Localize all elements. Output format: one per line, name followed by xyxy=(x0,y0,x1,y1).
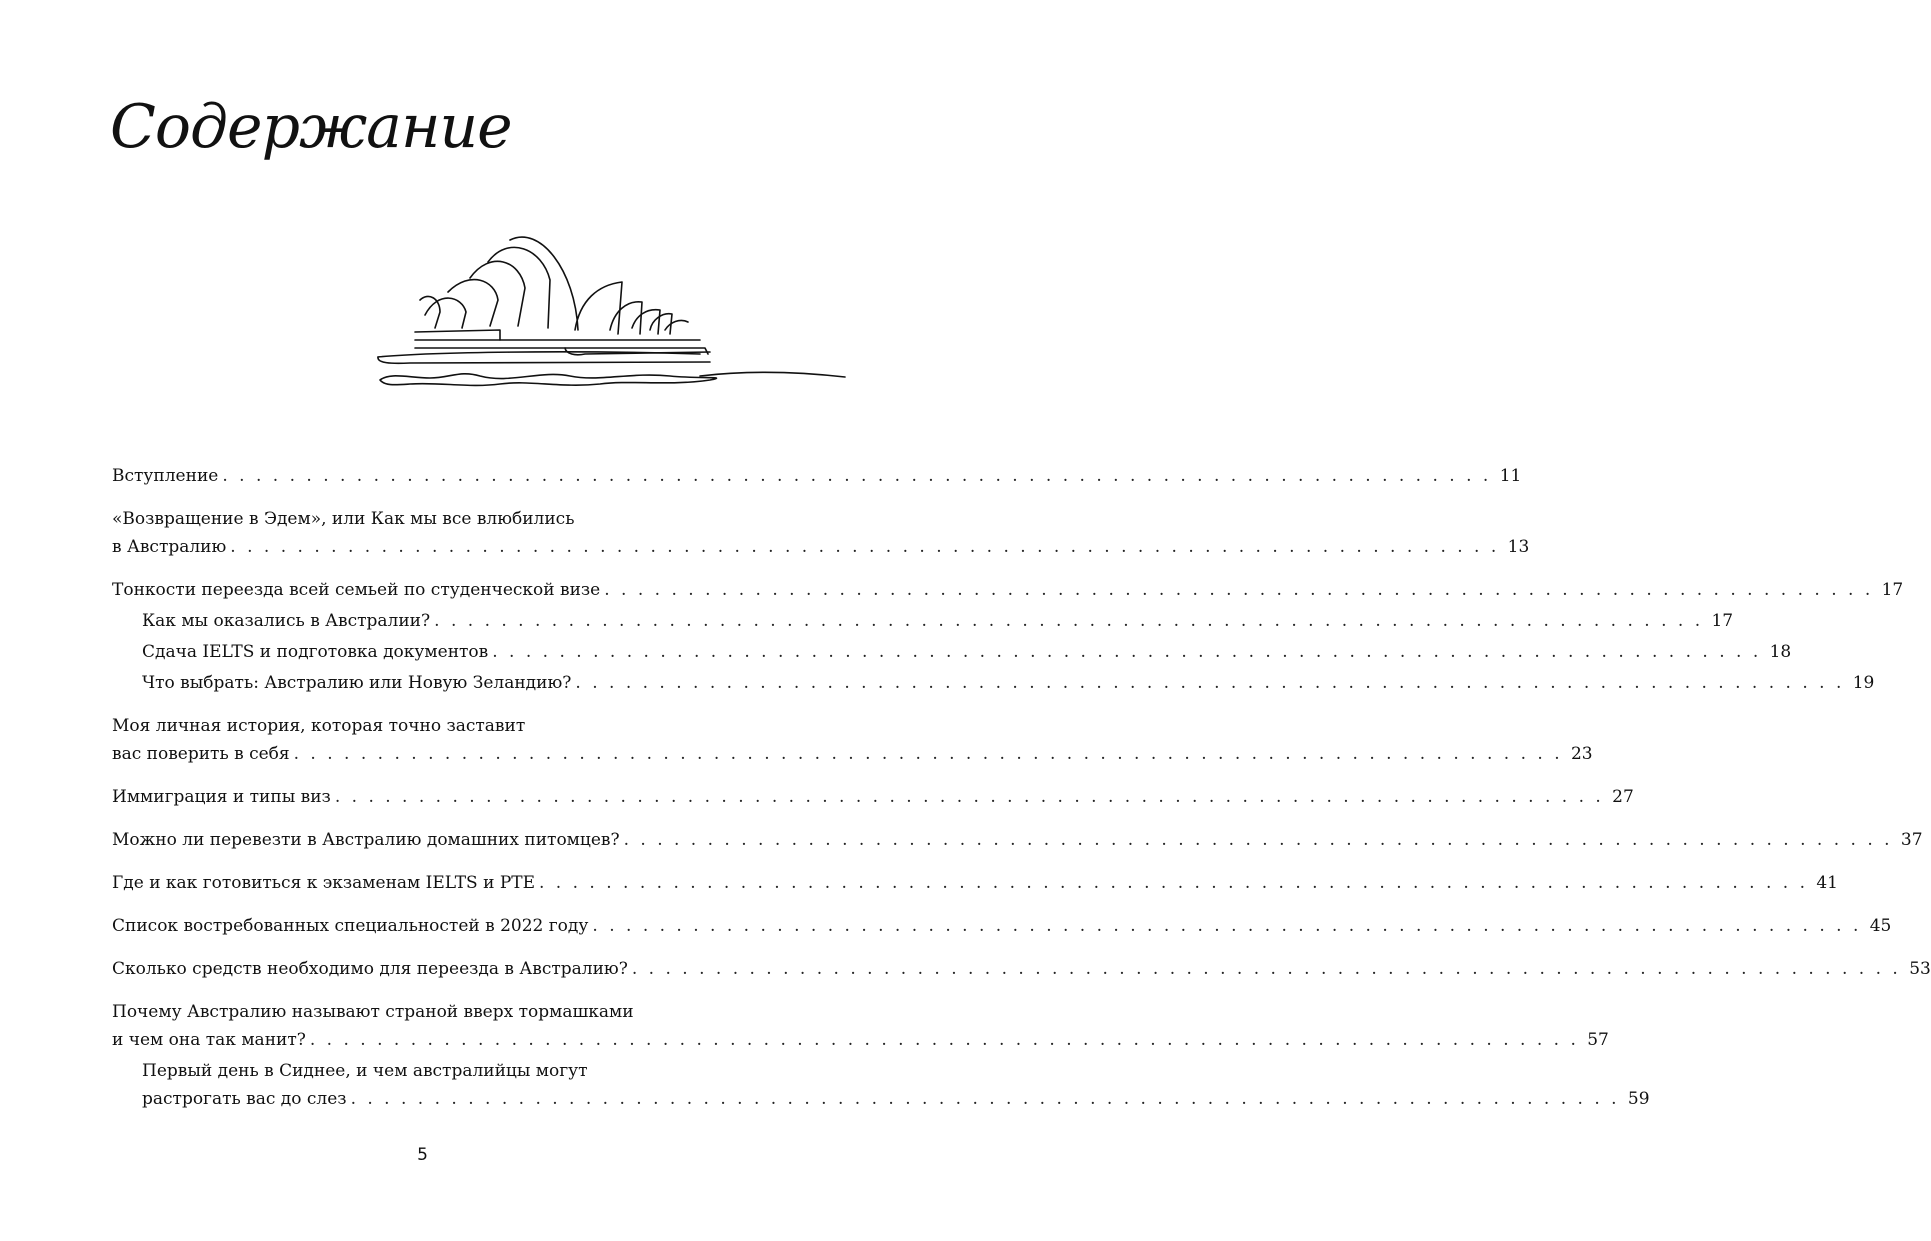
toc-entry-title: Как мы оказались в Австралии? xyxy=(142,611,431,631)
dot-leader: . . . . . . . . . . . . . . . . . . . . . . . . . . . . . . . . . . . . . . . . . . . . . . . . . . . . . . . . . . . . . . . . . . . . . . . . . . . . xyxy=(575,673,1845,693)
toc-entry-page: 57 xyxy=(1587,1030,1609,1050)
dot-leader: . . . . . . . . . . . . . . . . . . . . . . . . . . . . . . . . . . . . . . . . . . . . . . . . . . . . . . . . . . . . . . . . . . . . . . . . . . . . xyxy=(623,830,1893,850)
toc-entry[interactable] xyxy=(112,912,1892,940)
toc-entry-page: 18 xyxy=(1769,642,1792,662)
toc-entry-page: 13 xyxy=(1507,537,1530,557)
toc-entry-page: 41 xyxy=(1816,873,1838,893)
toc-subentry[interactable] xyxy=(112,607,1734,635)
toc-entry-title-line: «Возвращение в Эдем», или Как мы все влюбились xyxy=(112,509,575,529)
dot-leader: . . . . . . . . . . . . . . . . . . . . . . . . . . . . . . . . . . . . . . . . . . . . . . . . . . . . . . . . . . . . . . . . . . . . . . . . . . . . xyxy=(309,1030,1579,1050)
toc-entry-title: Сдача IELTS и подготовка документов xyxy=(142,642,489,662)
toc-entry[interactable] xyxy=(112,783,1634,811)
toc-subentry[interactable] xyxy=(112,638,1792,666)
toc-entry[interactable] xyxy=(112,869,1838,897)
toc-entry[interactable] xyxy=(112,576,1904,604)
toc-entry-title: Что выбрать: Австралию или Новую Зеландию? xyxy=(142,673,572,693)
toc-entry-title-line: Первый день в Сиднее, и чем австралийцы могут xyxy=(142,1061,588,1081)
toc-entry[interactable] xyxy=(112,712,1593,768)
toc-entry-title: Сколько средств необходимо для переезда в Австралию? xyxy=(112,959,628,979)
toc-entry-title: вас поверить в себя xyxy=(112,744,290,764)
toc-entry-title: и чем она так манит? xyxy=(112,1030,306,1050)
toc-entry-page: 23 xyxy=(1570,744,1593,764)
dot-leader: . . . . . . . . . . . . . . . . . . . . . . . . . . . . . . . . . . . . . . . . . . . . . . . . . . . . . . . . . . . . . . . . . . . . . . . . . . . . xyxy=(631,959,1901,979)
toc-entry[interactable] xyxy=(112,505,1530,561)
toc-entry-title: Можно ли перевезти в Австралию домашних питомцев? xyxy=(112,830,620,850)
toc-entry-page: 27 xyxy=(1612,787,1634,807)
toc-entry-page: 17 xyxy=(1711,611,1734,631)
dot-leader: . . . . . . . . . . . . . . . . . . . . . . . . . . . . . . . . . . . . . . . . . . . . . . . . . . . . . . . . . . . . . . . . . . . . . . . . . . . . xyxy=(230,537,1500,557)
toc-entry-title: растрогать вас до слез xyxy=(142,1089,347,1109)
toc-entry-page: 11 xyxy=(1499,466,1522,486)
dot-leader: . . . . . . . . . . . . . . . . . . . . . . . . . . . . . . . . . . . . . . . . . . . . . . . . . . . . . . . . . . . . . . . . . . . . . . . . . . . . xyxy=(492,642,1762,662)
dot-leader: . . . . . . . . . . . . . . . . . . . . . . . . . . . . . . . . . . . . . . . . . . . . . . . . . . . . . . . . . . . . . . . . . . . . . . . . . . . . xyxy=(539,873,1808,893)
toc-entry-page: 37 xyxy=(1900,830,1923,850)
toc-entry-title: Иммиграция и типы виз xyxy=(112,787,331,807)
toc-entry-title-line: Почему Австралию называют страной вверх тормашками xyxy=(112,1002,634,1022)
dot-leader: . . . . . . . . . . . . . . . . . . . . . . . . . . . . . . . . . . . . . . . . . . . . . . . . . . . . . . . . . . . . . . . . . . . . . . . . . . . . xyxy=(434,611,1704,631)
dot-leader: . . . . . . . . . . . . . . . . . . . . . . . . . . . . . . . . . . . . . . . . . . . . . . . . . . . . . . . . . . . . . . . . . . . . . . . . . . . . xyxy=(350,1089,1620,1109)
dot-leader: . . . . . . . . . . . . . . . . . . . . . . . . . . . . . . . . . . . . . . . . . . . . . . . . . . . . . . . . . . . . . . . . . . . . . . . . . . . . xyxy=(592,916,1862,936)
toc-entry[interactable] xyxy=(112,998,1609,1054)
dot-leader: . . . . . . . . . . . . . . . . . . . . . . . . . . . . . . . . . . . . . . . . . . . . . . . . . . . . . . . . . . . . . . . . . . . . . . . . . . . . xyxy=(222,466,1492,486)
table-of-contents xyxy=(112,462,1931,1113)
page-number: 5 xyxy=(417,1145,428,1165)
toc-entry-title: Тонкости переезда всей семьей по студенческой визе xyxy=(112,580,601,600)
toc-entry-page: 17 xyxy=(1881,580,1904,600)
toc-entry[interactable] xyxy=(112,826,1923,854)
toc-entry-title: в Австралию xyxy=(112,537,227,557)
dot-leader: . . . . . . . . . . . . . . . . . . . . . . . . . . . . . . . . . . . . . . . . . . . . . . . . . . . . . . . . . . . . . . . . . . . . . . . . . . . . xyxy=(604,580,1874,600)
toc-entry-page: 45 xyxy=(1869,916,1892,936)
toc-subentry[interactable] xyxy=(112,669,1875,697)
toc-entry-title: Список востребованных специальностей в 2022 году xyxy=(112,916,589,936)
toc-entry-page: 59 xyxy=(1627,1089,1650,1109)
toc-subentry[interactable] xyxy=(112,1057,1650,1113)
sydney-opera-house-icon xyxy=(370,230,845,400)
toc-entry[interactable] xyxy=(112,462,1522,490)
toc-entry-page: 19 xyxy=(1852,673,1875,693)
page-title: Содержание xyxy=(110,92,512,162)
toc-entry-title: Вступление xyxy=(112,466,219,486)
dot-leader: . . . . . . . . . . . . . . . . . . . . . . . . . . . . . . . . . . . . . . . . . . . . . . . . . . . . . . . . . . . . . . . . . . . . . . . . . . . . xyxy=(293,744,1563,764)
dot-leader: . . . . . . . . . . . . . . . . . . . . . . . . . . . . . . . . . . . . . . . . . . . . . . . . . . . . . . . . . . . . . . . . . . . . . . . . . . . . xyxy=(334,787,1604,807)
toc-entry-page: 53 xyxy=(1909,959,1931,979)
toc-entry-title: Где и как готовиться к экзаменам IELTS и PTE xyxy=(112,873,535,893)
toc-entry-title-line: Моя личная история, которая точно заставит xyxy=(112,716,526,736)
toc-entry[interactable] xyxy=(112,955,1931,983)
